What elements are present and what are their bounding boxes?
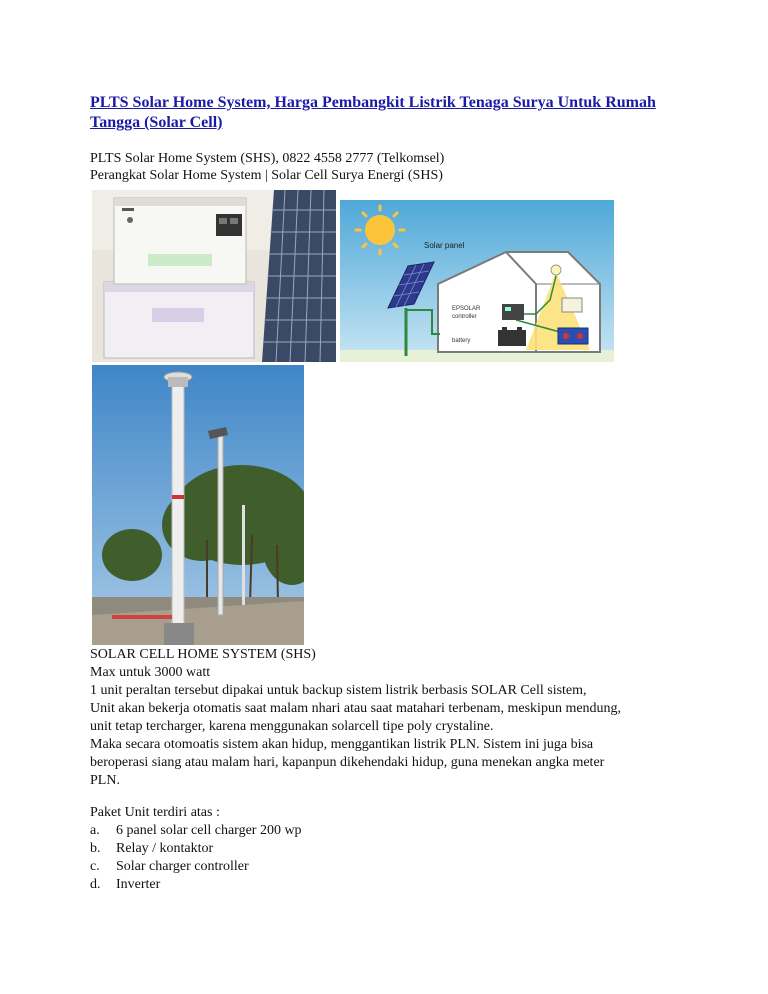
solar-home-diagram [340, 200, 614, 362]
list-item [90, 840, 213, 858]
list-text: 6 panel solar cell charger 200 wp [116, 823, 302, 838]
document-title[interactable]: PLTS Solar Home System, Harga Pembangkit Listrik Tenaga Surya Untuk Rumah Tangga (Solar Cell) [90, 94, 656, 131]
body-line-1: SOLAR CELL HOME SYSTEM (SHS) [90, 647, 316, 662]
body-line-3: 1 unit peraltan tersebut dipakai untuk backup sistem listrik berbasis SOLAR Cell sistem, [90, 683, 587, 698]
diagram-label-battery: battery [452, 338, 471, 344]
diagram-label-solar-panel: Solar panel [424, 241, 465, 250]
body-line-7: beroperasi siang atau malam hari, kapanpun dikehendaki hidup, guna menekan angka meter [90, 755, 605, 770]
list-letter: d. [90, 877, 101, 892]
diagram-label-controller-1: EPSOLAR [452, 306, 481, 312]
list-item [90, 858, 249, 876]
list-letter: a. [90, 823, 100, 838]
list-letter: b. [90, 841, 101, 856]
list-text: Relay / kontaktor [116, 841, 214, 856]
list-text: Inverter [116, 877, 161, 892]
list-item [90, 876, 160, 894]
diagram-label-controller-2: controller [452, 314, 477, 320]
body-line-5: unit tetap tercharger, karena menggunakan solarcell tipe poly crystaline. [90, 719, 494, 734]
body-line-4: Unit akan bekerja otomatis saat malam nhari atau saat matahari terbenam, meskipun mendung, [90, 701, 622, 716]
subtitle-line-1: PLTS Solar Home System (SHS), 0822 4558 2777 (Telkomsel) [90, 151, 445, 166]
subtitle-line-2: Perangkat Solar Home System | Solar Cell Surya Energi (SHS) [90, 168, 443, 183]
list-text: Solar charger controller [116, 859, 249, 874]
solar-generator-photo [92, 190, 336, 362]
body-line-8: PLN. [90, 773, 120, 788]
list-letter: c. [90, 859, 100, 874]
body-line-2: Max untuk 3000 watt [90, 665, 211, 680]
solar-street-light-photo [92, 365, 304, 645]
list-item [90, 822, 302, 840]
body-line-6: Maka secara otomoatis sistem akan hidup, menggantikan listrik PLN. Sistem ini juga bisa [90, 737, 594, 752]
package-heading: Paket Unit terdiri atas : [90, 805, 220, 820]
